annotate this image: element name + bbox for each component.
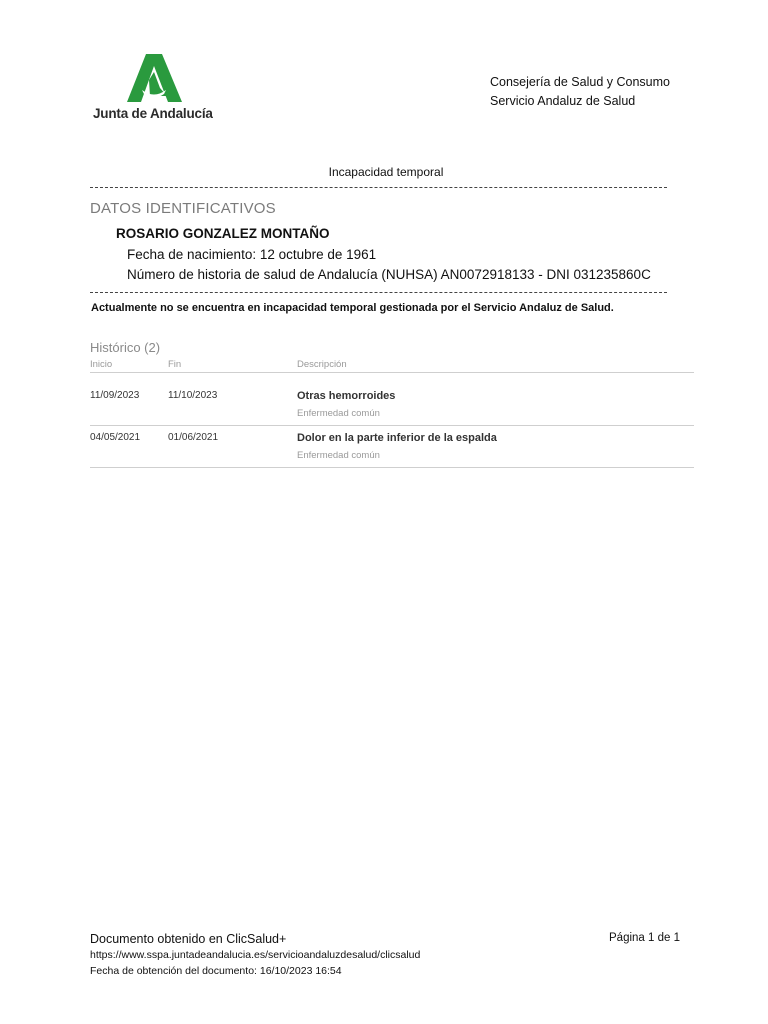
row-end-date: 01/06/2021 [168,432,219,443]
birth-date: Fecha de nacimiento: 12 octubre de 1961 [127,247,377,262]
row-type: Enfermedad común [297,450,380,461]
row-start-date: 11/09/2023 [90,390,140,401]
junta-logo-icon [90,50,230,110]
patient-name: ROSARIO GONZALEZ MONTAÑO [116,226,330,241]
section-title-identification: DATOS IDENTIFICATIVOS [90,200,276,217]
row-divider [90,425,694,426]
status-notice: Actualmente no se encuentra en incapacidad temporal gestionada por el Servicio Andaluz de Salud. [91,302,614,314]
dashed-divider-top [90,187,667,188]
row-divider [90,467,694,468]
footer-obtained-date: Fecha de obtención del documento: 16/10/2023 16:54 [90,965,342,977]
column-header-description: Descripción [297,359,347,370]
service-name: Servicio Andaluz de Salud [490,94,636,108]
row-description: Dolor en la parte inferior de la espalda [297,432,497,444]
footer-source: Documento obtenido en ClicSalud+ [90,932,287,946]
row-end-date: 11/10/2023 [168,390,218,401]
document-title: Incapacidad temporal [328,165,444,179]
department-name: Consejería de Salud y Consumo [490,75,670,89]
dashed-divider-middle [90,292,667,293]
column-header-start: Inicio [90,359,113,370]
row-start-date: 04/05/2021 [90,432,141,443]
page-number: Página 1 de 1 [609,932,680,944]
history-title: Histórico (2) [90,340,161,355]
health-record-number: Número de historia de salud de Andalucía (NUHSA) AN0072918133 - DNI 031235860C [127,267,651,282]
column-header-end: Fin [168,359,182,370]
footer-url: https://www.sspa.juntadeandalucia.es/servicioandaluzdesalud/clicsalud [90,949,421,961]
row-description: Otras hemorroides [297,390,396,402]
table-header-divider [90,372,694,373]
logo-text: Junta de Andalucía [93,106,213,121]
row-type: Enfermedad común [297,408,380,419]
